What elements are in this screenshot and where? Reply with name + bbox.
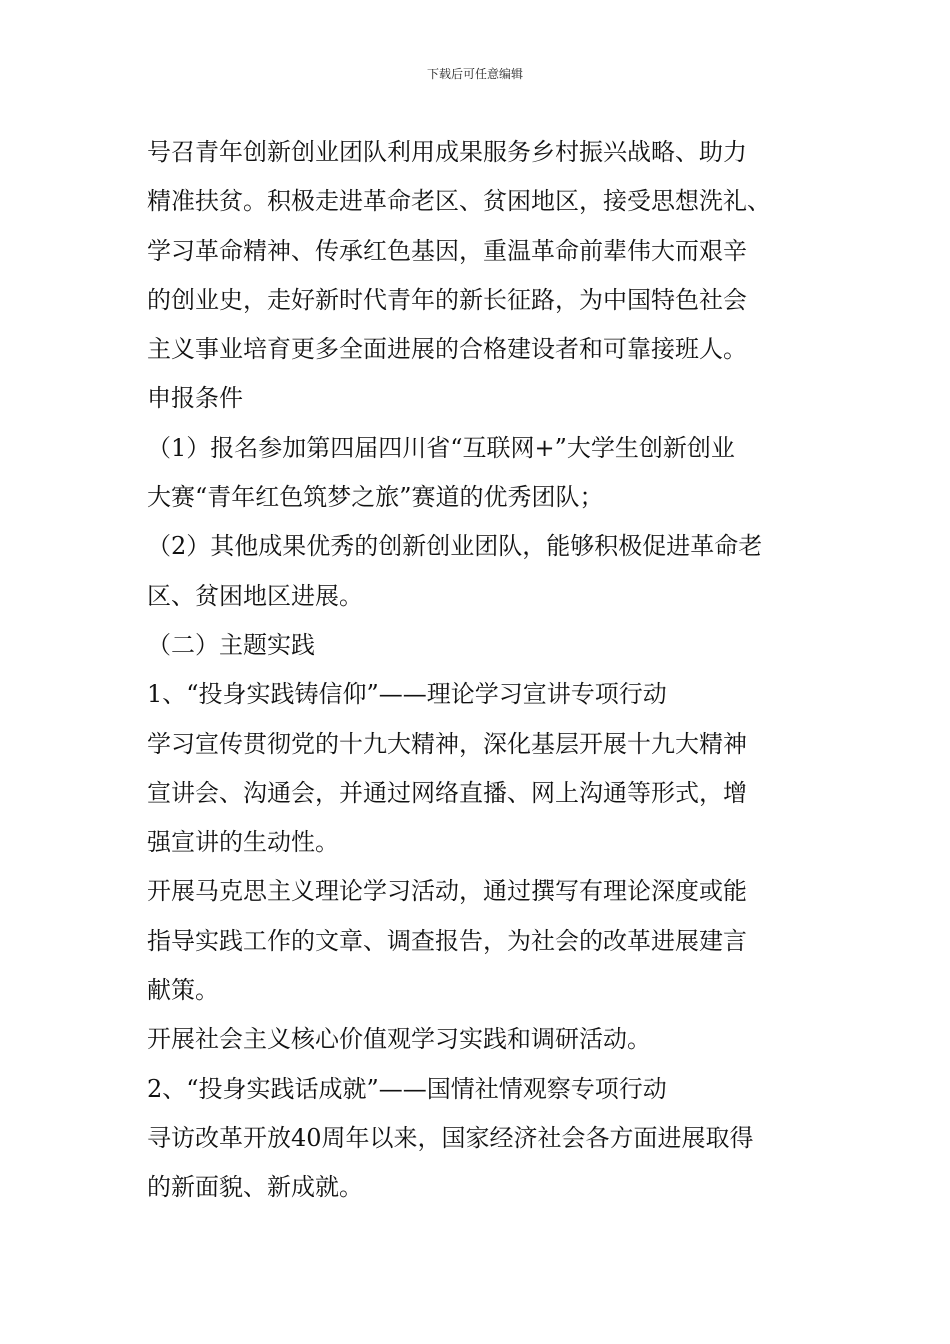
text-line: 的新面貌、新成就。 bbox=[147, 1173, 363, 1202]
text-line: 强宣讲的生动性。 bbox=[147, 828, 339, 857]
text-line: （1）报名参加第四届四川省“互联网+”大学生创新创业 bbox=[147, 433, 735, 462]
header-note: 下载后可任意编辑 bbox=[426, 67, 523, 81]
text-line: 号召青年创新创业团队利用成果服务乡村振兴战略、助力 bbox=[147, 138, 747, 166]
text-line: 寻访改革开放40周年以来，国家经济社会各方面进展取得 bbox=[147, 1123, 754, 1152]
subsection-heading: 2、“投身实践话成就”——国情社情观察专项行动 bbox=[147, 1074, 667, 1103]
text-line: 主义事业培育更多全面进展的合格建设者和可靠接班人。 bbox=[147, 335, 747, 364]
text-line: 献策。 bbox=[147, 976, 219, 1005]
text-line: 开展马克思主义理论学习活动，通过撰写有理论深度或能 bbox=[147, 877, 747, 906]
text-line: （2）其他成果优秀的创新创业团队，能够积极促进革命老 bbox=[147, 532, 763, 561]
text-line: 的创业史，走好新时代青年的新长征路，为中国特色社会 bbox=[147, 285, 747, 314]
document-body bbox=[147, 128, 827, 1213]
text-line: 学习革命精神、传承红色基因，重温革命前辈伟大而艰辛 bbox=[147, 236, 747, 265]
text-line: 指导实践工作的文章、调查报告，为社会的改革进展建言 bbox=[147, 926, 747, 955]
section-heading: （二）主题实践 bbox=[147, 630, 315, 659]
text-line: 区、贫困地区进展。 bbox=[147, 581, 363, 610]
text-line: 精准扶贫。积极走进革命老区、贫困地区，接受思想洗礼、 bbox=[147, 187, 771, 216]
text-line: 大赛“青年红色筑梦之旅”赛道的优秀团队； bbox=[147, 483, 604, 512]
text-line: 学习宣传贯彻党的十九大精神，深化基层开展十九大精神 bbox=[147, 729, 747, 758]
section-heading: 申报条件 bbox=[147, 384, 243, 413]
subsection-heading: 1、“投身实践铸信仰”——理论学习宣讲专项行动 bbox=[147, 680, 667, 709]
text-line: 宣讲会、沟通会，并通过网络直播、网上沟通等形式，增 bbox=[147, 778, 747, 807]
text-line: 开展社会主义核心价值观学习实践和调研活动。 bbox=[147, 1025, 651, 1054]
